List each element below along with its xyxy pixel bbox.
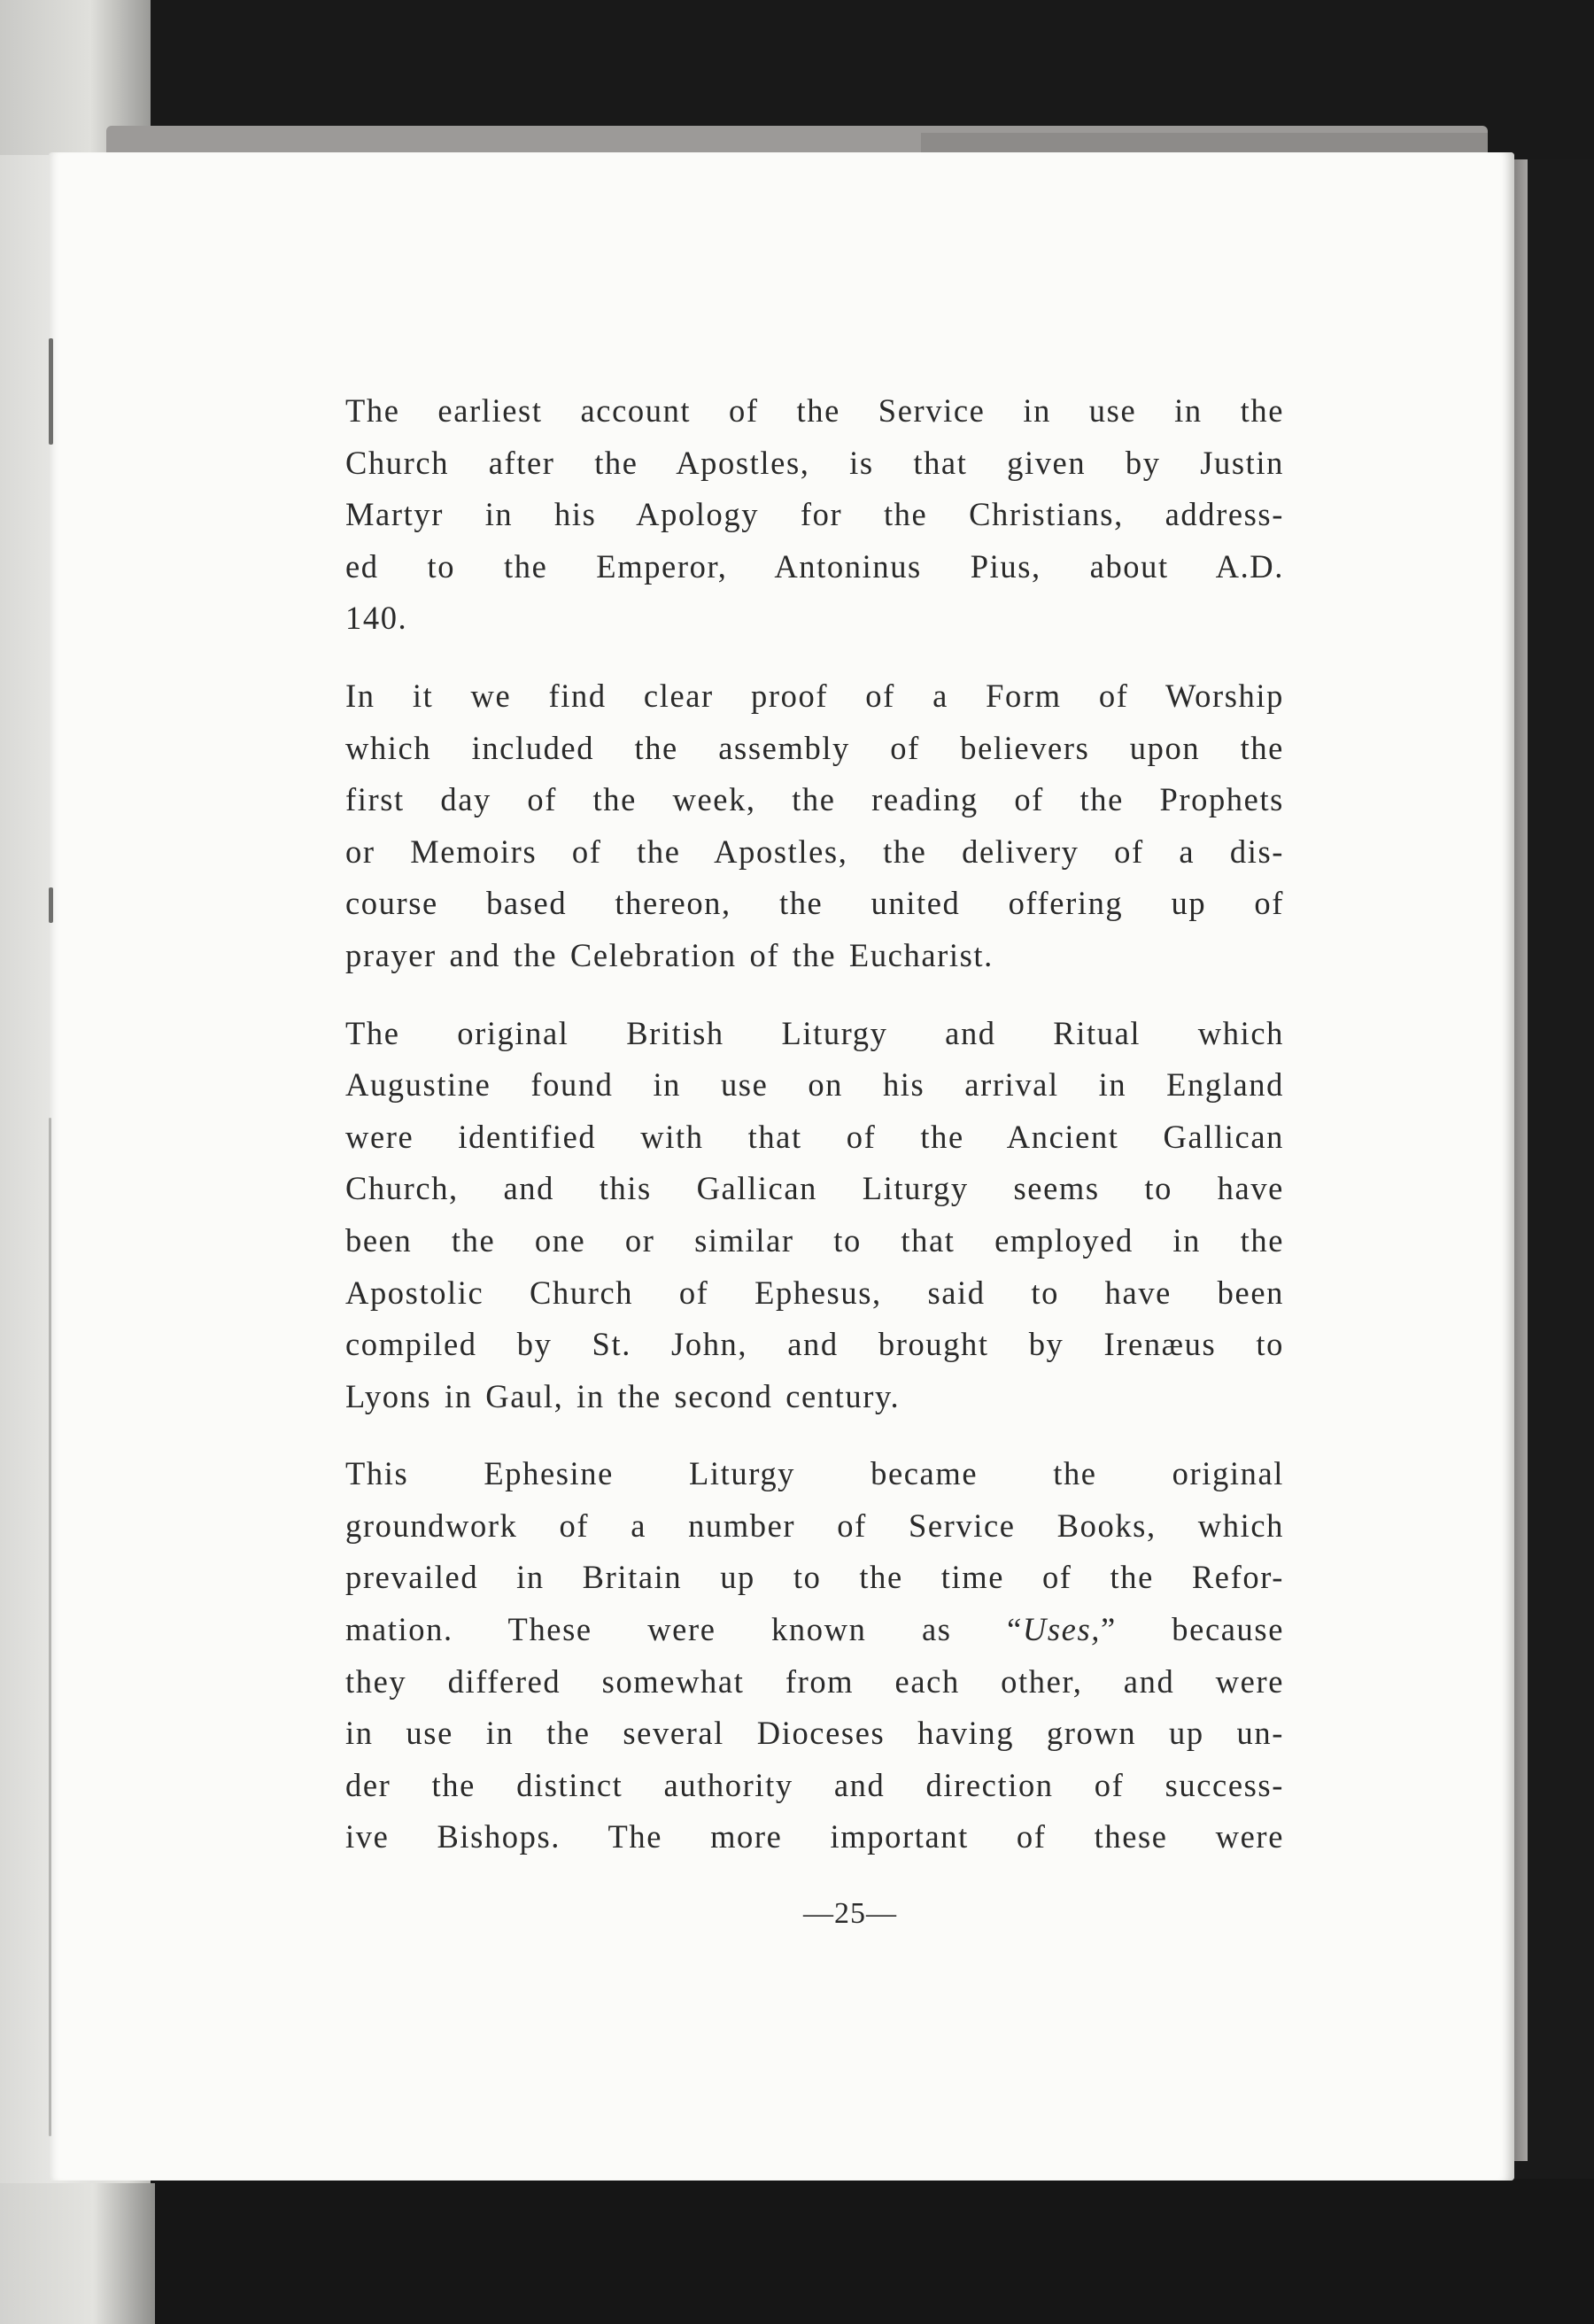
text-line: prayer and the Celebration of the Eucharist. <box>345 936 994 973</box>
paragraph-4 <box>345 1448 1284 1863</box>
text-line: The earliest account of the Service in use in the <box>345 392 1284 429</box>
binding-mark <box>49 887 53 923</box>
paragraph-2 <box>345 670 1284 982</box>
italic-term: Uses, <box>1022 1611 1101 1648</box>
text-line: der the distinct authority and direction of success- <box>345 1766 1284 1803</box>
binding-line <box>49 1118 51 2136</box>
text-line: or Memoirs of the Apostles, the delivery of a dis- <box>345 833 1284 870</box>
text-line: ed to the Emperor, Antoninus Pius, about A.D. <box>345 547 1284 585</box>
text-line: Apostolic Church of Ephesus, said to have been <box>345 1274 1284 1311</box>
text-line: been the one or similar to that employed in the <box>345 1221 1284 1259</box>
scan-background-bottom <box>0 2179 1594 2324</box>
text-segment: mation. These were known as “ <box>345 1611 1023 1648</box>
text-line: prevailed in Britain up to the time of the Refor- <box>345 1559 1284 1596</box>
text-line: Augustine found in use on his arrival in England <box>345 1066 1284 1104</box>
text-line: Church after the Apostles, is that given by Justin <box>345 444 1284 481</box>
text-line: ive Bishops. The more important of these were <box>345 1818 1284 1855</box>
text-line: In it we find clear proof of a Form of Worship <box>345 677 1284 714</box>
text-line: groundwork of a number of Service Books, which <box>345 1507 1284 1544</box>
text-line-with-italic <box>345 1604 1284 1656</box>
text-line: were identified with that of the Ancient Gallican <box>345 1118 1284 1155</box>
text-line: The original British Liturgy and Ritual which <box>345 1014 1284 1051</box>
text-line: they differed somewhat from each other, and were <box>345 1662 1284 1700</box>
body-text <box>345 385 1284 1889</box>
text-line: Martyr in his Apology for the Christians, address- <box>345 496 1284 533</box>
text-line: course based thereon, the united offering up of <box>345 885 1284 922</box>
text-line: compiled by St. John, and brought by Irenæus to <box>345 1326 1284 1363</box>
text-line: Lyons in Gaul, in the second century. <box>345 1377 901 1414</box>
text-line: This Ephesine Liturgy became the original <box>345 1455 1284 1492</box>
text-line: first day of the week, the reading of the Prophets <box>345 781 1284 818</box>
text-line: which included the assembly of believers upon the <box>345 729 1284 766</box>
paragraph-1 <box>345 385 1284 645</box>
text-line: 140. <box>345 600 408 637</box>
facing-page-edge-bottom <box>0 2183 155 2324</box>
text-segment: ” because <box>1100 1611 1284 1648</box>
page-number: —25— <box>803 1897 897 1930</box>
text-line: Church, and this Gallican Liturgy seems to have <box>345 1170 1284 1207</box>
text-line: in use in the several Dioceses having grown up un- <box>345 1715 1284 1752</box>
binding-mark <box>49 338 53 445</box>
paragraph-3 <box>345 1008 1284 1423</box>
